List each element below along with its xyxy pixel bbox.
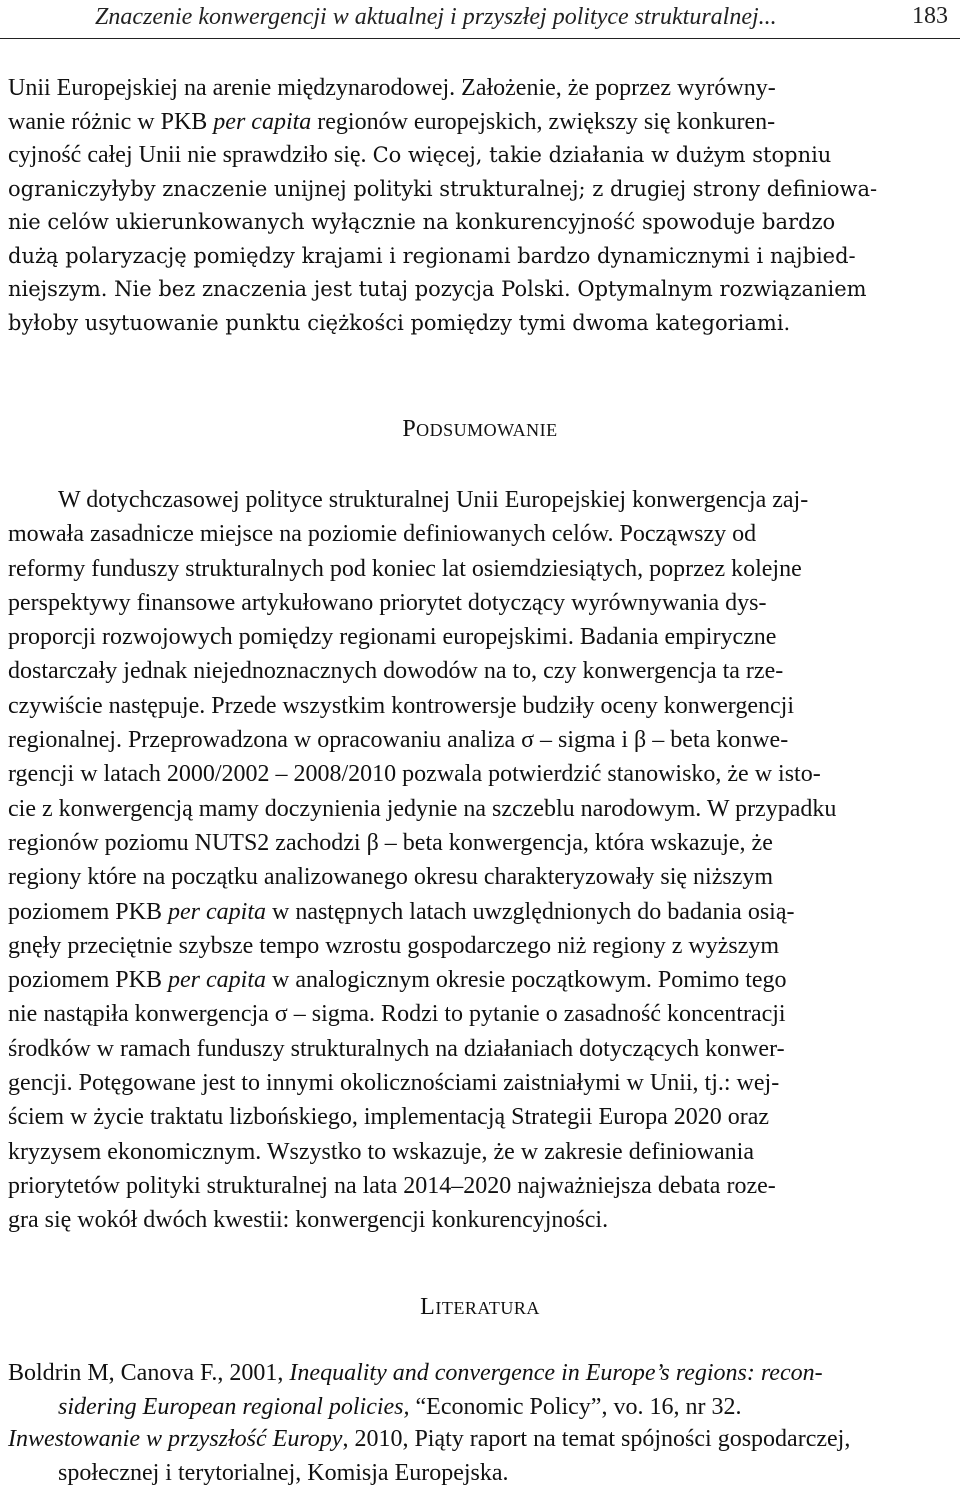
text-line: ograniczyłyby znaczenie unijnej polityki strukturalnej; z drugiej strony definiowa- <box>8 176 878 201</box>
text-span: w analogicznym okresie początkowym. Pomimo tego <box>271 967 787 994</box>
text-line: kryzysem ekonomicznym. Wszystko to wskazuje, że w zakresie definiowania <box>8 1138 754 1165</box>
text-line <box>8 895 952 929</box>
text-line: dostarczały jednak niejednoznacznych dowodów na to, czy konwergencja ta rze- <box>8 658 784 685</box>
text-span: poziomem PKB <box>8 898 162 925</box>
text-line: regiony które na początku analizowanego okresu charakteryzowały się niższym <box>8 864 774 891</box>
text-line: regionów poziomu NUTS2 zachodzi β – beta konwergencja, która wskazuje, że <box>8 829 773 856</box>
text-span: regionów europejskich, zwiększy się konkuren- <box>317 108 776 135</box>
reference-source: “Economic Policy”, vo. 16, nr 32. <box>415 1394 742 1420</box>
text-span: wanie różnic w PKB <box>8 108 208 135</box>
text-line: W dotychczasowej polityce strukturalnej Unii Europejskiej konwergencja zaj- <box>58 487 809 513</box>
section-heading-summary <box>0 416 960 443</box>
heading-initial: L <box>420 1294 436 1320</box>
heading-rest: ITERATURA <box>435 1298 540 1318</box>
text-line: rgencji w latach 2000/2002 – 2008/2010 pozwala potwierdzić stanowisko, że w isto- <box>8 761 821 788</box>
italic-term: per capita <box>168 967 266 994</box>
text-line: środków w ramach funduszy strukturalnych na działaniach dotyczących konwer- <box>8 1035 785 1062</box>
text-line: byłoby usytuowanie punktu ciężkości pomiędzy tymi dwoma kategoriami. <box>8 310 791 335</box>
text-line: niejszym. Nie bez znaczenia jest tutaj pozycja Polski. Optymalnym rozwiązaniem <box>8 277 867 301</box>
text-line <box>8 1422 952 1456</box>
reference-source: , 2010, Piąty raport na temat spójności gospodarczej, <box>342 1426 851 1452</box>
text-line <box>8 1356 952 1390</box>
reference-entry <box>8 1422 952 1490</box>
text-line: reformy funduszy strukturalnych pod koniec lat osiemdziesiątych, poprzez kolejne <box>8 555 802 582</box>
text-span: Co więcej, takie działania w dużym stopniu <box>372 143 832 167</box>
reference-entry <box>8 1356 952 1424</box>
text-line: społecznej i terytorialnej, Komisja Europejska. <box>58 1460 509 1486</box>
summary-paragraph <box>8 483 952 1238</box>
reference-title: sidering European regional policies, <box>58 1394 410 1420</box>
text-line: nie celów ukierunkowanych wyłącznie na konkurencyjność spowoduje bardzo <box>8 210 836 234</box>
text-line <box>8 106 952 140</box>
heading-initial: P <box>402 416 417 442</box>
text-line: dużą polaryzację pomiędzy krajami i regionami bardzo dynamicznymi i najbied- <box>8 243 856 268</box>
text-line: perspektywy finansowe artykułowano priorytet dotyczący wyrównywania dys- <box>8 589 767 616</box>
text-line: gnęły przeciętnie szybsze tempo wzrostu gospodarczego niż regiony z wyższym <box>8 932 780 959</box>
text-span: w następnych latach uwzględnionych do badania osią- <box>271 898 795 925</box>
text-line: proporcji rozwojowych pomiędzy regionami europejskimi. Badania empiryczne <box>8 624 777 651</box>
text-line: nie nastąpiła konwergencja σ – sigma. Rodzi to pytanie o zasadność koncentracji <box>8 1001 786 1028</box>
italic-term: per capita <box>168 898 266 925</box>
text-line: ściem w życie traktatu lizbońskiego, implementacją Strategii Europa 2020 oraz <box>8 1104 770 1131</box>
text-line: gencji. Potęgowane jest to innymi okolicznościami zaistniałymi w Unii, tj.: wej- <box>8 1070 780 1097</box>
section-heading-literature <box>0 1294 960 1321</box>
text-line: regionalnej. Przeprowadzona w opracowaniu analiza σ – sigma i β – beta konwe- <box>8 727 789 754</box>
italic-term: per capita <box>213 108 312 135</box>
text-line <box>8 139 952 173</box>
text-line <box>8 963 952 997</box>
header-title: Znaczenie konwergencji w aktualnej i przyszłej polityce strukturalnej... <box>95 4 777 30</box>
page-number: 183 <box>912 3 948 29</box>
reference-title: Inwestowanie w przyszłość Europy <box>8 1426 343 1452</box>
text-line <box>8 1390 952 1424</box>
text-line: cie z konwergencją mamy doczynienia jedynie na szczeblu narodowym. W przypadku <box>8 795 837 822</box>
running-header <box>0 0 960 39</box>
text-line: Unii Europejskiej na arenie międzynarodowej. Założenie, że poprzez wyrówny- <box>8 75 776 101</box>
text-line: gra się wokół dwóch kwestii: konwergencji konkurencyjności. <box>8 1207 609 1234</box>
text-line: priorytetów polityki strukturalnej na lata 2014–2020 najważniejsza debata roze- <box>8 1172 776 1199</box>
heading-rest: ODSUMOWANIE <box>416 420 558 440</box>
text-line: czywiście następuje. Przede wszystkim kontrowersje budziły oceny konwergencji <box>8 692 794 719</box>
text-span: poziomem PKB <box>8 967 162 994</box>
text-line: mowała zasadnicze miejsce na poziomie definiowanych celów. Począwszy od <box>8 521 757 548</box>
reference-title: Inequality and convergence in Europe’s regions: recon- <box>289 1360 823 1386</box>
text-span: cyjność całej Unii nie sprawdziło się. <box>8 142 367 168</box>
intro-paragraph <box>8 72 952 340</box>
reference-authors: Boldrin M, Canova F., 2001, <box>8 1360 284 1386</box>
